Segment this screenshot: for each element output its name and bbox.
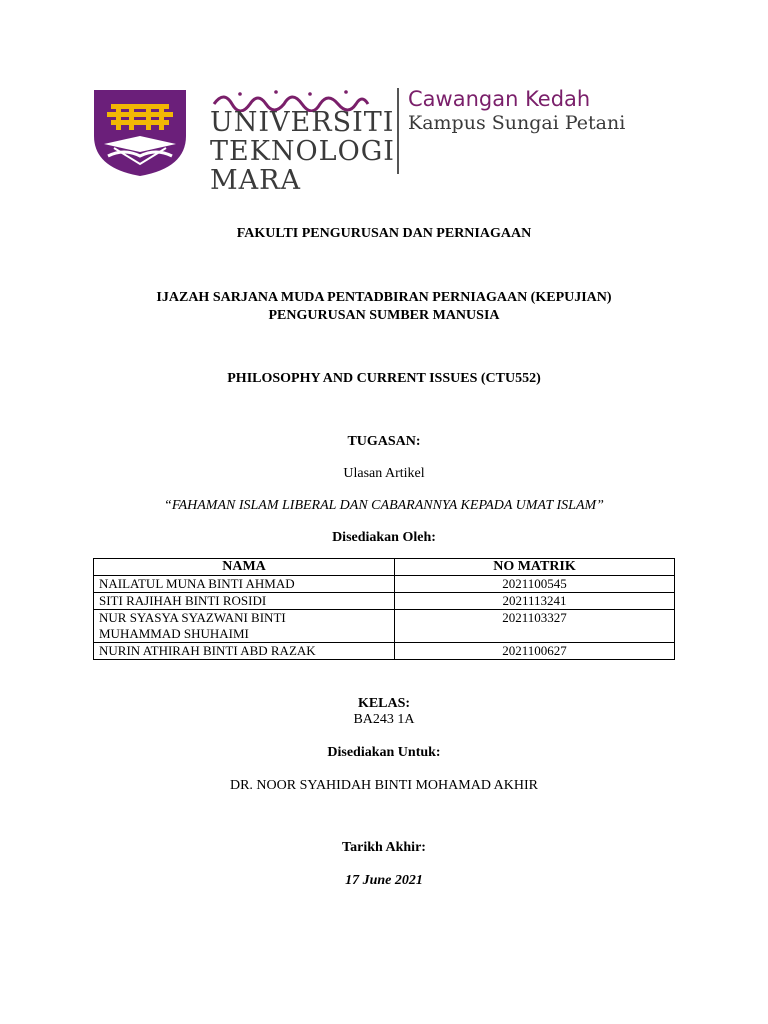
campus-branch: Cawangan Kedah [408,87,591,111]
class-value: BA243 1A [353,712,415,727]
university-line: MARA [210,165,301,196]
student-name: NURIN ATHIRAH BINTI ABD RAZAK [94,643,395,660]
logo-divider [397,88,399,174]
campus-location: Kampus Sungai Petani [408,112,626,134]
faculty-heading: FAKULTI PENGURUSAN DAN PERNIAGAAN [236,226,532,241]
student-matric: 2021103327 [395,610,675,643]
programme-heading: IJAZAH SARJANA MUDA PENTADBIRAN PERNIAGAAN (KEPUJIAN) [156,290,612,305]
due-date-label: Tarikh Akhir: [342,840,426,855]
column-header-name: NAMA [94,559,395,576]
table-row [94,610,675,643]
assignment-type: Ulasan Artikel [343,466,425,481]
uitm-shield-icon [94,90,186,176]
table-row [94,576,675,593]
student-name: NAILATUL MUNA BINTI AHMAD [94,576,395,593]
student-matric: 2021113241 [395,593,675,610]
university-wordmark [210,108,395,195]
prepared-for-label: Disediakan Untuk: [327,745,441,760]
student-name: SITI RAJIHAH BINTI ROSIDI [94,593,395,610]
due-date: 17 June 2021 [345,873,423,888]
course-heading: PHILOSOPHY AND CURRENT ISSUES (CTU552) [227,371,541,386]
student-name-line: NUR SYASYA SYAZWANI BINTI [99,610,286,625]
student-matric: 2021100545 [395,576,675,593]
article-title: “FAHAMAN ISLAM LIBERAL DAN CABARANNYA KEPADA UMAT ISLAM” [164,498,604,513]
student-name-line: MUHAMMAD SHUHAIMI [99,626,249,641]
table-row [94,643,675,660]
programme-subheading: PENGURUSAN SUMBER MANUSIA [268,308,500,323]
class-label: KELAS: [357,696,411,711]
table-header-row [94,559,675,576]
university-line: TEKNOLOGI [210,136,395,167]
uitm-logo [94,84,684,196]
table-row [94,593,675,610]
campus-name [408,86,625,134]
student-matric: 2021100627 [395,643,675,660]
university-line: UNIVERSITI [210,107,395,138]
student-table [93,558,675,660]
column-header-matric: NO MATRIK [395,559,675,576]
student-name [94,610,395,643]
assignment-label: TUGASAN: [347,434,421,449]
lecturer-name: DR. NOOR SYAHIDAH BINTI MOHAMAD AKHIR [229,778,538,793]
prepared-by-label: Disediakan Oleh: [332,530,436,545]
